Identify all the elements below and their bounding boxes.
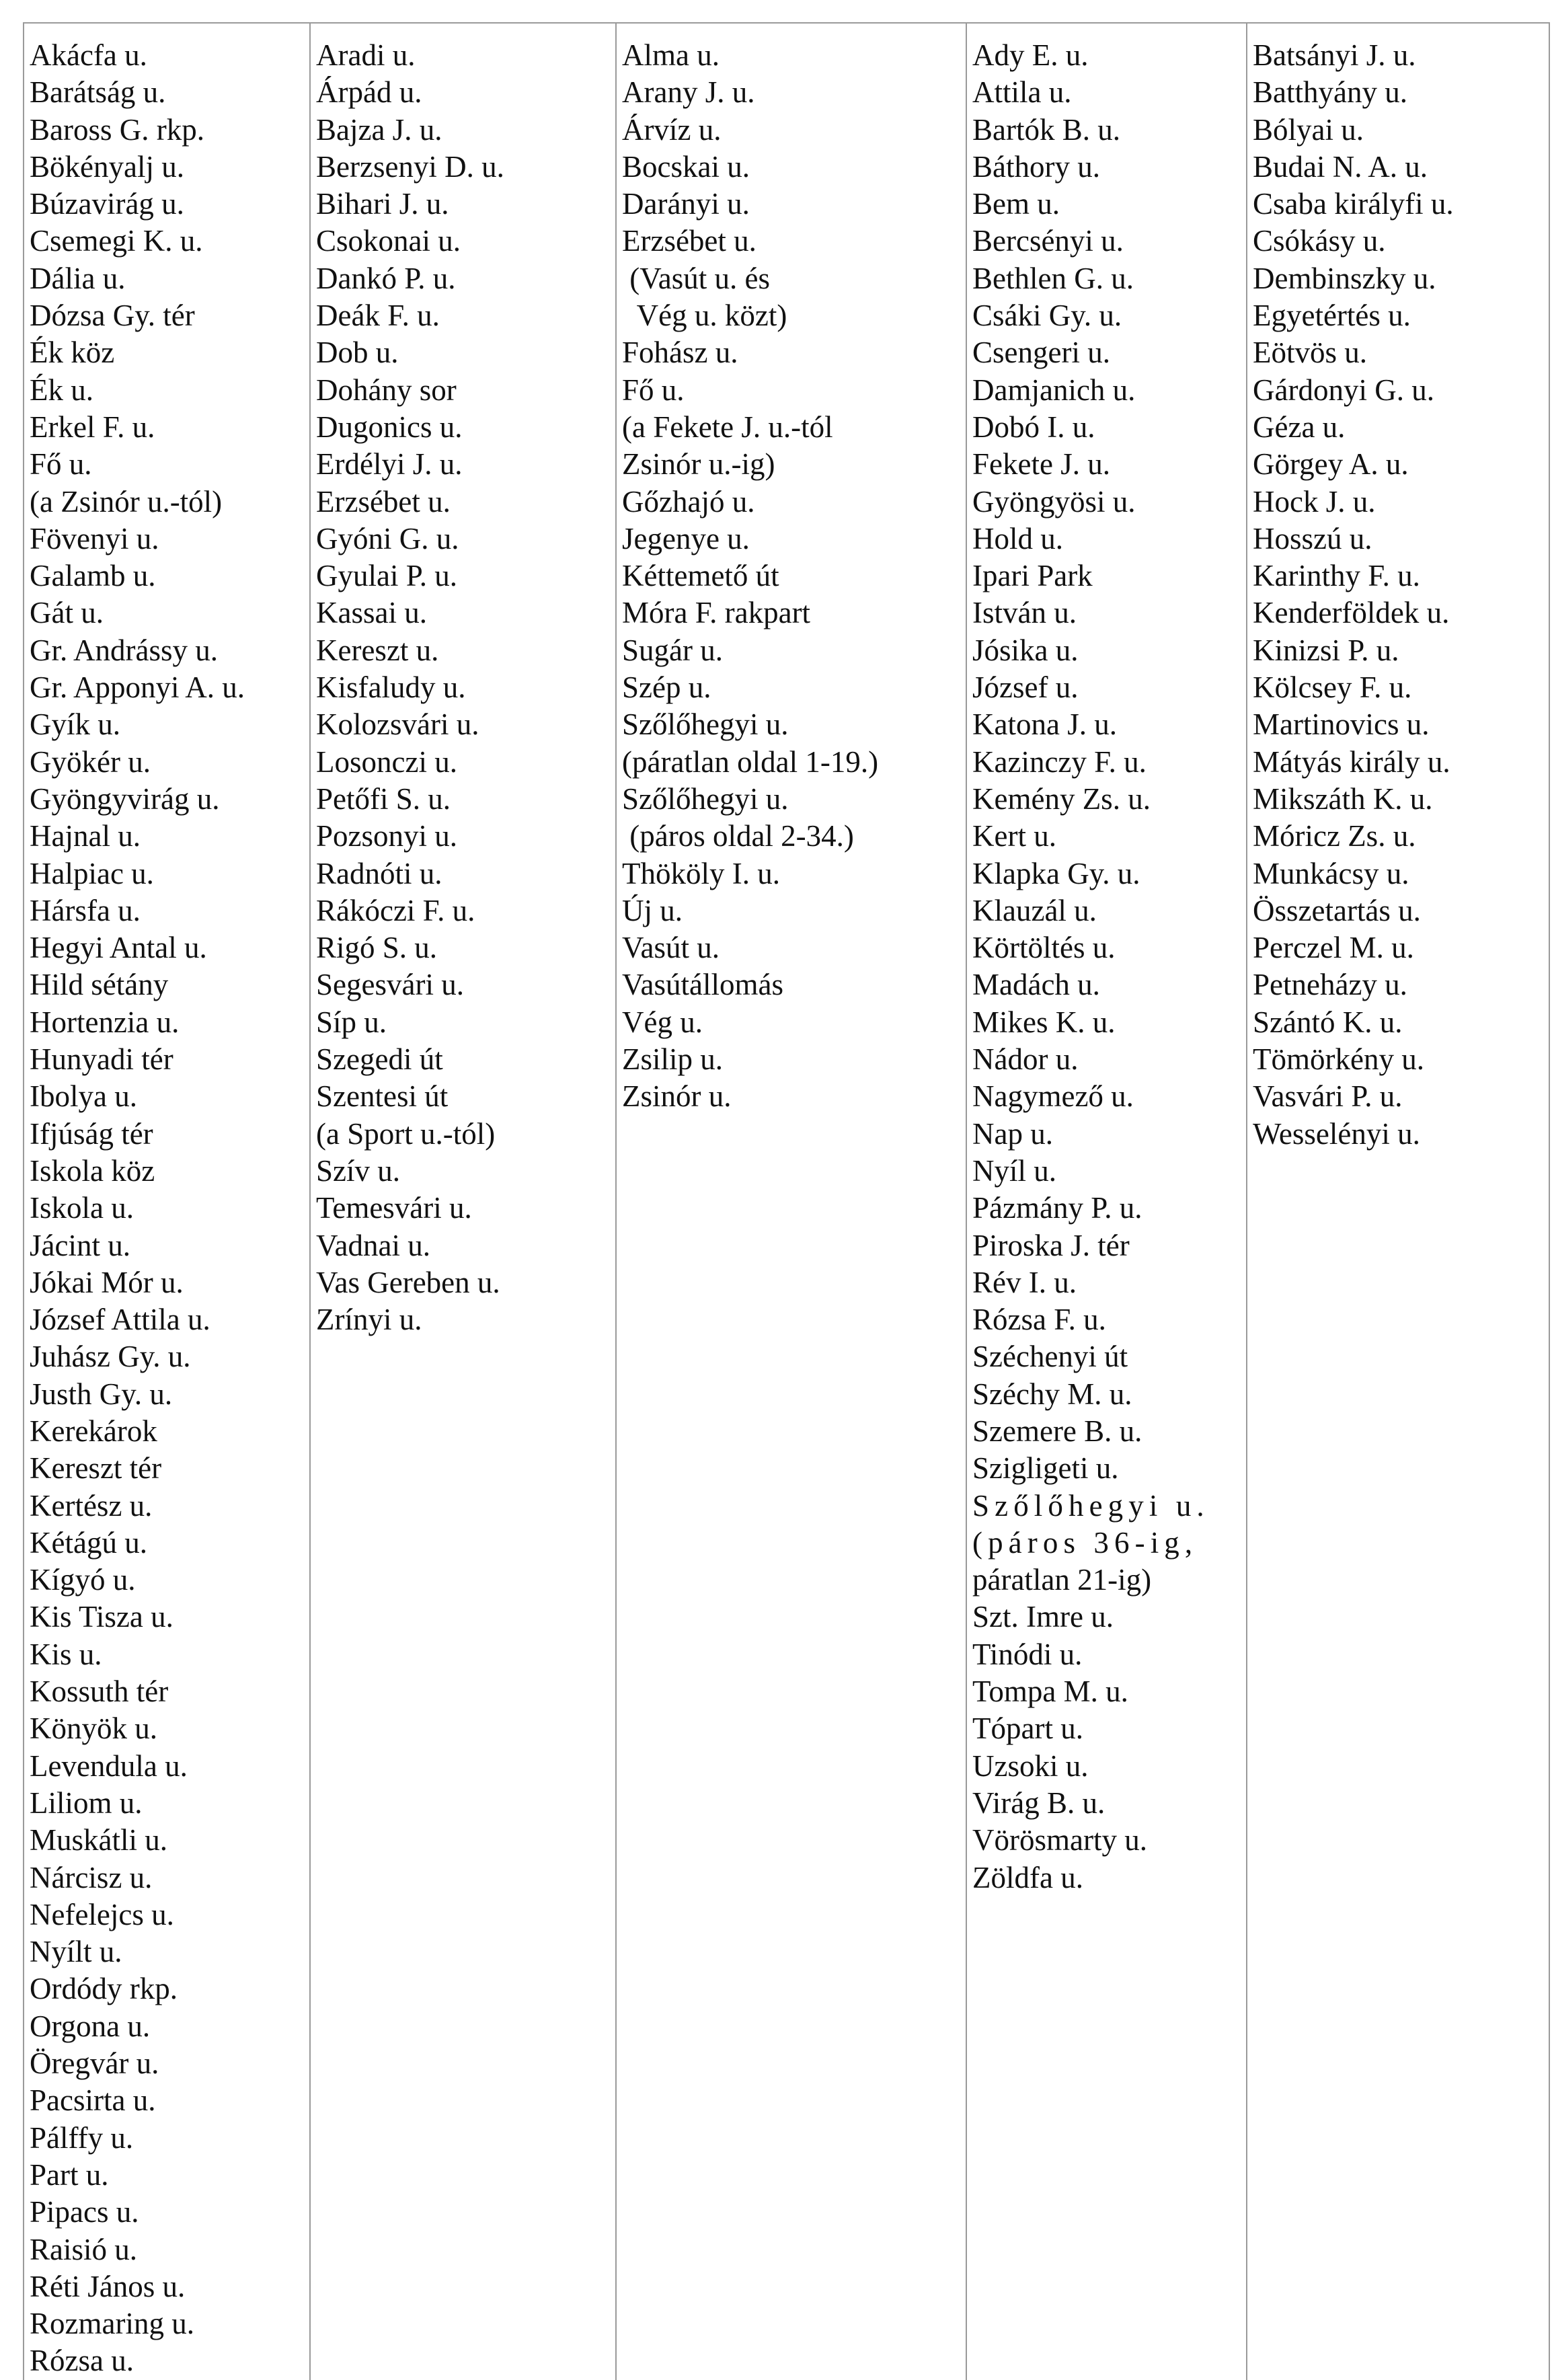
- street-name: Halpiac u.: [30, 856, 154, 890]
- street-name: Budai N. A. u.: [1253, 149, 1428, 184]
- street-name: Akácfa u.: [30, 38, 147, 72]
- street-name: Összetartás u.: [1253, 893, 1421, 927]
- street-name: Nyíl u.: [972, 1153, 1057, 1188]
- street-name: Fekete J. u.: [972, 447, 1110, 482]
- street-name: Mátyás király u.: [1253, 744, 1450, 779]
- street-name: Körtöltés u.: [972, 931, 1116, 965]
- street-list: [24, 37, 309, 2380]
- street-name: Szentesi út: [316, 1079, 449, 1114]
- street-name: Ipari Park: [972, 559, 1093, 593]
- street-name: Szőlőhegyi u.: [622, 707, 789, 742]
- street-name: Aradi u.: [316, 38, 416, 72]
- street-name: Dembinszky u.: [1253, 261, 1436, 295]
- street-name: Bajza J. u.: [316, 112, 442, 147]
- street-name: Móricz Zs. u.: [1253, 819, 1416, 853]
- street-name: Móra F. rakpart: [622, 596, 811, 630]
- street-name: Rózsa F. u.: [972, 1303, 1106, 1337]
- street-name: Perczel M. u.: [1253, 931, 1414, 965]
- street-name: Uzsoki u.: [972, 1749, 1089, 1783]
- street-name: Dózsa Gy. tér: [30, 299, 195, 333]
- street-name: Iskola köz: [30, 1153, 155, 1188]
- street-name: Kenderföldek u.: [1253, 596, 1450, 630]
- street-name: Vasút u.: [622, 931, 720, 965]
- street-name: Thököly I. u.: [622, 856, 780, 890]
- street-name: Alma u.: [622, 38, 720, 72]
- street-name: Kereszt tér: [30, 1451, 162, 1486]
- street-name: Vadnai u.: [316, 1228, 430, 1262]
- street-name: Szigligeti u.: [972, 1451, 1119, 1486]
- street-name: Gyík u.: [30, 707, 120, 742]
- street-name: Dohány sor: [316, 373, 457, 407]
- street-list: [967, 37, 1246, 1896]
- street-name: Bethlen G. u.: [972, 261, 1134, 295]
- street-name: Bem u.: [972, 187, 1060, 221]
- street-name: Jósika u.: [972, 633, 1079, 667]
- street-name: Vég u.: [622, 1005, 703, 1039]
- street-name: Wesselényi u.: [1253, 1116, 1420, 1151]
- street-column-5: [1247, 23, 1549, 2380]
- street-name: Ibolya u.: [30, 1079, 137, 1114]
- street-name: Gyóni G. u.: [316, 521, 459, 555]
- street-name: Baross G. rkp.: [30, 112, 204, 147]
- street-name: Hortenzia u.: [30, 1005, 180, 1039]
- street-name: Darányi u.: [622, 187, 750, 221]
- street-name: Gyöngyvirág u.: [30, 781, 220, 816]
- street-name: Sugár u.: [622, 633, 723, 667]
- street-name: Arany J. u.: [622, 75, 755, 110]
- street-name: Vörösmarty u.: [972, 1823, 1147, 1857]
- street-name: Bólyai u.: [1253, 112, 1364, 147]
- street-name: Kassai u.: [316, 596, 427, 630]
- street-name: Zsilip u.: [622, 1042, 724, 1077]
- street-list-table: [23, 22, 1550, 2380]
- street-name: Nap u.: [972, 1116, 1053, 1151]
- street-name: Fő u.: [622, 373, 685, 407]
- street-name: Gyökér u.: [30, 744, 151, 779]
- street-name: Hegyi Antal u.: [30, 931, 207, 965]
- street-name: Bihari J. u.: [316, 187, 449, 221]
- street-name: Segesvári u.: [316, 968, 464, 1002]
- street-name: Kéttemető út: [622, 559, 779, 593]
- street-name: Erdélyi J. u.: [316, 447, 463, 482]
- street-name: Gát u.: [30, 596, 104, 630]
- street-name: Búzavirág u.: [30, 187, 184, 221]
- street-name: Vasútállomás: [622, 968, 783, 1002]
- street-column-2: [310, 23, 616, 2380]
- street-name: páratlan 21-ig): [972, 1563, 1152, 1597]
- street-name: Csáki Gy. u.: [972, 299, 1122, 333]
- street-name: Csokonai u.: [316, 224, 461, 258]
- street-column-1: [24, 23, 310, 2380]
- street-name: Szőlőhegyi u.: [972, 1488, 1210, 1523]
- street-name: Martinovics u.: [1253, 707, 1430, 742]
- street-name: Hild sétány: [30, 968, 169, 1002]
- street-name: Zsinór u.: [622, 1079, 732, 1114]
- street-name: Csengeri u.: [972, 336, 1110, 370]
- street-name: Temesvári u.: [316, 1191, 472, 1225]
- street-name: Kétágú u.: [30, 1525, 147, 1560]
- street-name: Kígyó u.: [30, 1563, 136, 1597]
- street-name: Ifjúság tér: [30, 1116, 153, 1151]
- street-name: Raisió u.: [30, 2232, 138, 2266]
- street-name: Petneházy u.: [1253, 968, 1407, 1002]
- street-name: József Attila u.: [30, 1303, 210, 1337]
- street-name: Hosszú u.: [1253, 521, 1372, 555]
- street-name: Gőzhajó u.: [622, 484, 755, 519]
- street-name: Rákóczi F. u.: [316, 893, 475, 927]
- street-name: Géza u.: [1253, 410, 1346, 444]
- street-name: Tömörkény u.: [1253, 1042, 1424, 1077]
- street-name: Gr. Andrássy u.: [30, 633, 218, 667]
- street-name: Hunyadi tér: [30, 1042, 173, 1077]
- street-name: Orgona u.: [30, 2009, 151, 2043]
- street-name: Szép u.: [622, 670, 711, 705]
- street-name: Jókai Mór u.: [30, 1265, 184, 1299]
- street-name: József u.: [972, 670, 1079, 705]
- street-name: Levendula u.: [30, 1749, 188, 1783]
- street-name: (a Zsinór u.-tól): [30, 484, 223, 519]
- street-name: Gr. Apponyi A. u.: [30, 670, 245, 705]
- street-name: Madách u.: [972, 968, 1100, 1002]
- street-name: Görgey A. u.: [1253, 447, 1409, 482]
- street-name: Katona J. u.: [972, 707, 1117, 742]
- street-name: Széchenyi út: [972, 1340, 1128, 1374]
- street-name: Szegedi út: [316, 1042, 443, 1077]
- street-name: (páros oldal 2-34.): [622, 819, 854, 853]
- street-name: Kölcsey F. u.: [1253, 670, 1412, 705]
- street-name: Liliom u.: [30, 1786, 143, 1820]
- street-name: Attila u.: [972, 75, 1072, 110]
- street-name: Szt. Imre u.: [972, 1600, 1114, 1634]
- street-name: Losonczi u.: [316, 744, 457, 779]
- street-name: Árpád u.: [316, 75, 422, 110]
- street-name: Pipacs u.: [30, 2195, 139, 2229]
- street-name: Jegenye u.: [622, 521, 750, 555]
- street-name: Kereszt u.: [316, 633, 439, 667]
- street-name: Kossuth tér: [30, 1675, 169, 1709]
- street-name: Mikes K. u.: [972, 1005, 1116, 1039]
- street-name: Eötvös u.: [1253, 336, 1368, 370]
- street-name: Klauzál u.: [972, 893, 1097, 927]
- street-name: (páratlan oldal 1-19.): [622, 744, 879, 779]
- street-name: Dobó I. u.: [972, 410, 1095, 444]
- street-name: Fövenyi u.: [30, 521, 159, 555]
- street-name: Bartók B. u.: [972, 112, 1120, 147]
- street-name: Kolozsvári u.: [316, 707, 479, 742]
- street-name: Part u.: [30, 2157, 109, 2192]
- street-name: Zrínyi u.: [316, 1303, 422, 1337]
- street-name: Árvíz u.: [622, 112, 722, 147]
- street-name: Hold u.: [972, 521, 1063, 555]
- street-name: Vasvári P. u.: [1253, 1079, 1403, 1114]
- street-name: Fő u.: [30, 447, 92, 482]
- street-name: Galamb u.: [30, 559, 156, 593]
- street-name: Kisfaludy u.: [316, 670, 466, 705]
- street-name: Iskola u.: [30, 1191, 134, 1225]
- street-name: Széchy M. u.: [972, 1377, 1132, 1411]
- street-name: Damjanich u.: [972, 373, 1136, 407]
- street-name: Ady E. u.: [972, 38, 1089, 72]
- street-name: Pacsirta u.: [30, 2083, 156, 2118]
- street-column-3: [616, 23, 966, 2380]
- street-name: Barátság u.: [30, 75, 166, 110]
- street-name: Rév I. u.: [972, 1265, 1077, 1299]
- street-list: [311, 37, 615, 1338]
- street-list: [1247, 37, 1549, 1153]
- street-name: Hajnal u.: [30, 819, 141, 853]
- street-name: Szántó K. u.: [1253, 1005, 1403, 1039]
- street-name: Batthyány u.: [1253, 75, 1407, 110]
- street-name: Tópart u.: [972, 1712, 1083, 1746]
- street-name: Hock J. u.: [1253, 484, 1376, 519]
- street-name: Rigó S. u.: [316, 931, 438, 965]
- street-name: Rozmaring u.: [30, 2307, 194, 2341]
- street-name: Mikszáth K. u.: [1253, 781, 1433, 816]
- street-name: Tinódi u.: [972, 1637, 1083, 1671]
- street-name: (a Fekete J. u.-tól: [622, 410, 833, 444]
- street-name: Fohász u.: [622, 336, 738, 370]
- street-name: Csókásy u.: [1253, 224, 1386, 258]
- street-name: Petőfi S. u.: [316, 781, 451, 816]
- street-name: Juhász Gy. u.: [30, 1340, 191, 1374]
- street-list: [617, 37, 966, 1116]
- street-name: Vas Gereben u.: [316, 1265, 500, 1299]
- street-name: Csemegi K. u.: [30, 224, 203, 258]
- street-name: Jácint u.: [30, 1228, 130, 1262]
- street-name: Zöldfa u.: [972, 1860, 1083, 1894]
- street-name: Bocskai u.: [622, 149, 750, 184]
- street-name: Nagymező u.: [972, 1079, 1134, 1114]
- street-name: Klapka Gy. u.: [972, 856, 1140, 890]
- street-name: Báthory u.: [972, 149, 1100, 184]
- street-name: Nyílt u.: [30, 1935, 122, 1969]
- street-name: Erzsébet u.: [622, 224, 756, 258]
- street-name: Bökényalj u.: [30, 149, 184, 184]
- street-name: Gárdonyi G. u.: [1253, 373, 1434, 407]
- street-name: (páros 36-ig,: [972, 1525, 1198, 1560]
- street-name: Szemere B. u.: [972, 1414, 1142, 1448]
- street-name: Bercsényi u.: [972, 224, 1124, 258]
- street-name: Deák F. u.: [316, 299, 440, 333]
- street-name: Kinizsi P. u.: [1253, 633, 1399, 667]
- street-name: Szív u.: [316, 1153, 401, 1188]
- street-list-row: [24, 23, 1549, 2380]
- street-name: Csaba királyfi u.: [1253, 187, 1454, 221]
- street-name: Dugonics u.: [316, 410, 463, 444]
- street-name: Piroska J. tér: [972, 1228, 1130, 1262]
- street-name: Pozsonyi u.: [316, 819, 458, 853]
- street-name: Zsinór u.-ig): [622, 447, 775, 482]
- street-name: Dália u.: [30, 261, 126, 295]
- street-name: Hársfa u.: [30, 893, 141, 927]
- street-column-4: [966, 23, 1247, 2380]
- street-name: Justh Gy. u.: [30, 1377, 173, 1411]
- street-name: Vég u. közt): [622, 299, 787, 333]
- street-name: Réti János u.: [30, 2269, 186, 2303]
- street-name: Tompa M. u.: [972, 1675, 1128, 1709]
- street-name: (a Sport u.-tól): [316, 1116, 496, 1151]
- street-name: Kerekárok: [30, 1414, 157, 1448]
- street-name: István u.: [972, 596, 1077, 630]
- street-name: Kis u.: [30, 1637, 102, 1671]
- street-name: Új u.: [622, 893, 683, 927]
- street-name: Egyetértés u.: [1253, 299, 1411, 333]
- street-name: Kazinczy F. u.: [972, 744, 1147, 779]
- street-name: Szőlőhegyi u.: [622, 781, 789, 816]
- street-name: Berzsenyi D. u.: [316, 149, 504, 184]
- street-name: Kis Tisza u.: [30, 1600, 173, 1634]
- street-name: Kertész u.: [30, 1488, 153, 1523]
- street-name: Munkácsy u.: [1253, 856, 1409, 890]
- street-name: Ordódy rkp.: [30, 1972, 178, 2006]
- street-name: Nefelejcs u.: [30, 1897, 174, 1931]
- street-name: Ék köz: [30, 336, 115, 370]
- street-name: Erkel F. u.: [30, 410, 155, 444]
- street-name: Virág B. u.: [972, 1786, 1105, 1820]
- street-name: Dob u.: [316, 336, 399, 370]
- street-name: Ék u.: [30, 373, 93, 407]
- street-name: Könyök u.: [30, 1712, 157, 1746]
- street-name: Muskátli u.: [30, 1823, 168, 1857]
- street-name: Pázmány P. u.: [972, 1191, 1142, 1225]
- street-name: Pálffy u.: [30, 2120, 134, 2155]
- street-name: Dankó P. u.: [316, 261, 456, 295]
- street-name: Kert u.: [972, 819, 1056, 853]
- street-name: Radnóti u.: [316, 856, 442, 890]
- street-name: Gyulai P. u.: [316, 559, 458, 593]
- street-name: Karinthy F. u.: [1253, 559, 1420, 593]
- street-name: (Vasút u. és: [622, 261, 770, 295]
- street-name: Gyöngyösi u.: [972, 484, 1136, 519]
- street-name: Nádor u.: [972, 1042, 1079, 1077]
- street-name: Erzsébet u.: [316, 484, 451, 519]
- street-name: Rózsa u.: [30, 2344, 134, 2378]
- street-name: Batsányi J. u.: [1253, 38, 1416, 72]
- street-name: Síp u.: [316, 1005, 387, 1039]
- street-name: Öregvár u.: [30, 2046, 159, 2081]
- street-name: Nárcisz u.: [30, 1860, 153, 1894]
- street-name: Kemény Zs. u.: [972, 781, 1151, 816]
